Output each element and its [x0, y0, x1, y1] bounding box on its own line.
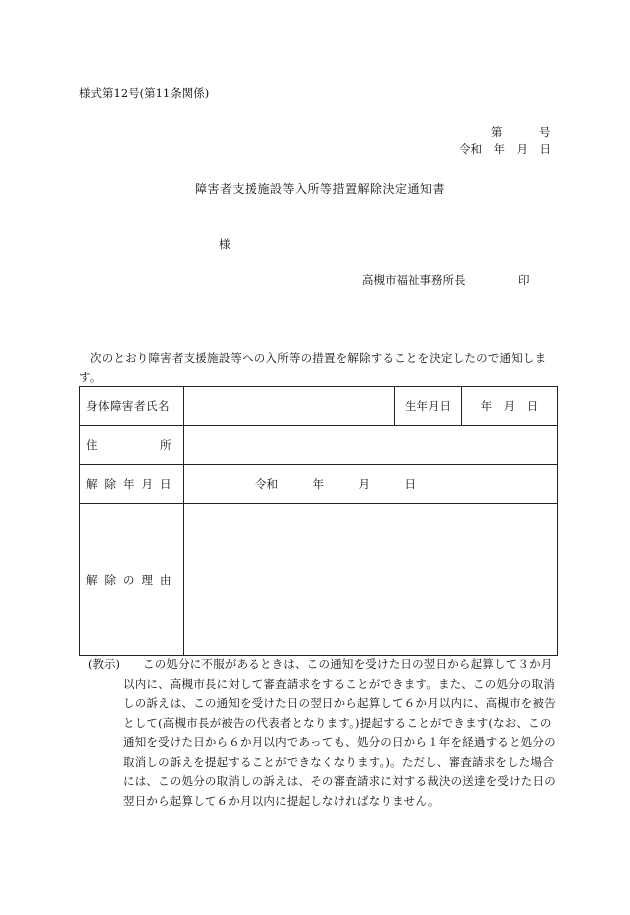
release-reason-label-char: 除 [104, 572, 117, 587]
addressee-suffix: 様 [219, 237, 231, 251]
address-label-char: 所 [160, 438, 172, 452]
birth-value: 年 月 日 [462, 387, 558, 426]
release-date-label [80, 465, 184, 504]
release-reason-label-char: 解 [86, 572, 98, 587]
release-date-label-char: 年 [123, 477, 135, 491]
document-number: 第 号 [491, 125, 551, 139]
release-reason-value-cell[interactable] [184, 504, 558, 656]
birth-label: 生年月日 [395, 387, 462, 426]
instruction-label: (教示) [88, 657, 120, 671]
document-date: 令和 年 月 日 [459, 142, 551, 156]
issuer-name: 高槻市福祉事務所長 [362, 273, 466, 287]
row-name [80, 387, 558, 426]
document-title: 障害者支援施設等入所等措置解除決定通知書 [195, 182, 446, 196]
release-date-label-char: 月 [141, 477, 154, 491]
notice-table [79, 386, 558, 656]
address-value-cell[interactable] [184, 426, 558, 465]
release-date-label-char: 解 [86, 477, 98, 491]
release-reason-label-char: の [123, 572, 135, 587]
row-release-reason [80, 504, 558, 656]
name-value-cell[interactable] [184, 387, 395, 426]
address-label-char: 住 [86, 438, 98, 452]
row-address [80, 426, 558, 465]
release-date-label-char: 日 [160, 477, 172, 491]
issuer-seal-mark: 印 [518, 273, 530, 287]
name-label: 身体障害者氏名 [80, 387, 184, 426]
release-date-label-char: 除 [104, 477, 117, 491]
release-reason-label-char: 由 [160, 572, 172, 587]
address-label [80, 426, 184, 465]
release-date-value: 令和 年 月 日 [184, 465, 558, 504]
instruction-text: この処分に不服があるときは、この通知を受けた日の翌日から起算して３か月以内に、高槻市長に対して審査請求をすることができます。また、この処分の取消しの訴えは、この通知を受けた日の翌日から起算して６か月以内に、高槻市を被告として(高槻市長が被告の代表者となります。)提起することができます(なお、この通知を受けた日から６か月以内であっても、処分の日から１年を経過すると処分の取消しの訴えを提起することができなくなります。)。ただし、審査請求をした場合には、この処分の取消しの訴えは、その審査請求に対する裁決の送達を受けた日の翌日から起算して６か月以内に提起しなければなりません。 [123, 657, 556, 808]
release-reason-label [80, 504, 184, 656]
form-number: 様式第12号(第11条関係) [79, 86, 210, 100]
row-release-date [80, 465, 558, 504]
release-reason-label-char: 理 [141, 572, 154, 587]
instruction-notes [88, 655, 558, 811]
intro-paragraph: 次のとおり障害者支援施設等への入所等の措置を解除することを決定したので通知します。 [79, 351, 547, 384]
